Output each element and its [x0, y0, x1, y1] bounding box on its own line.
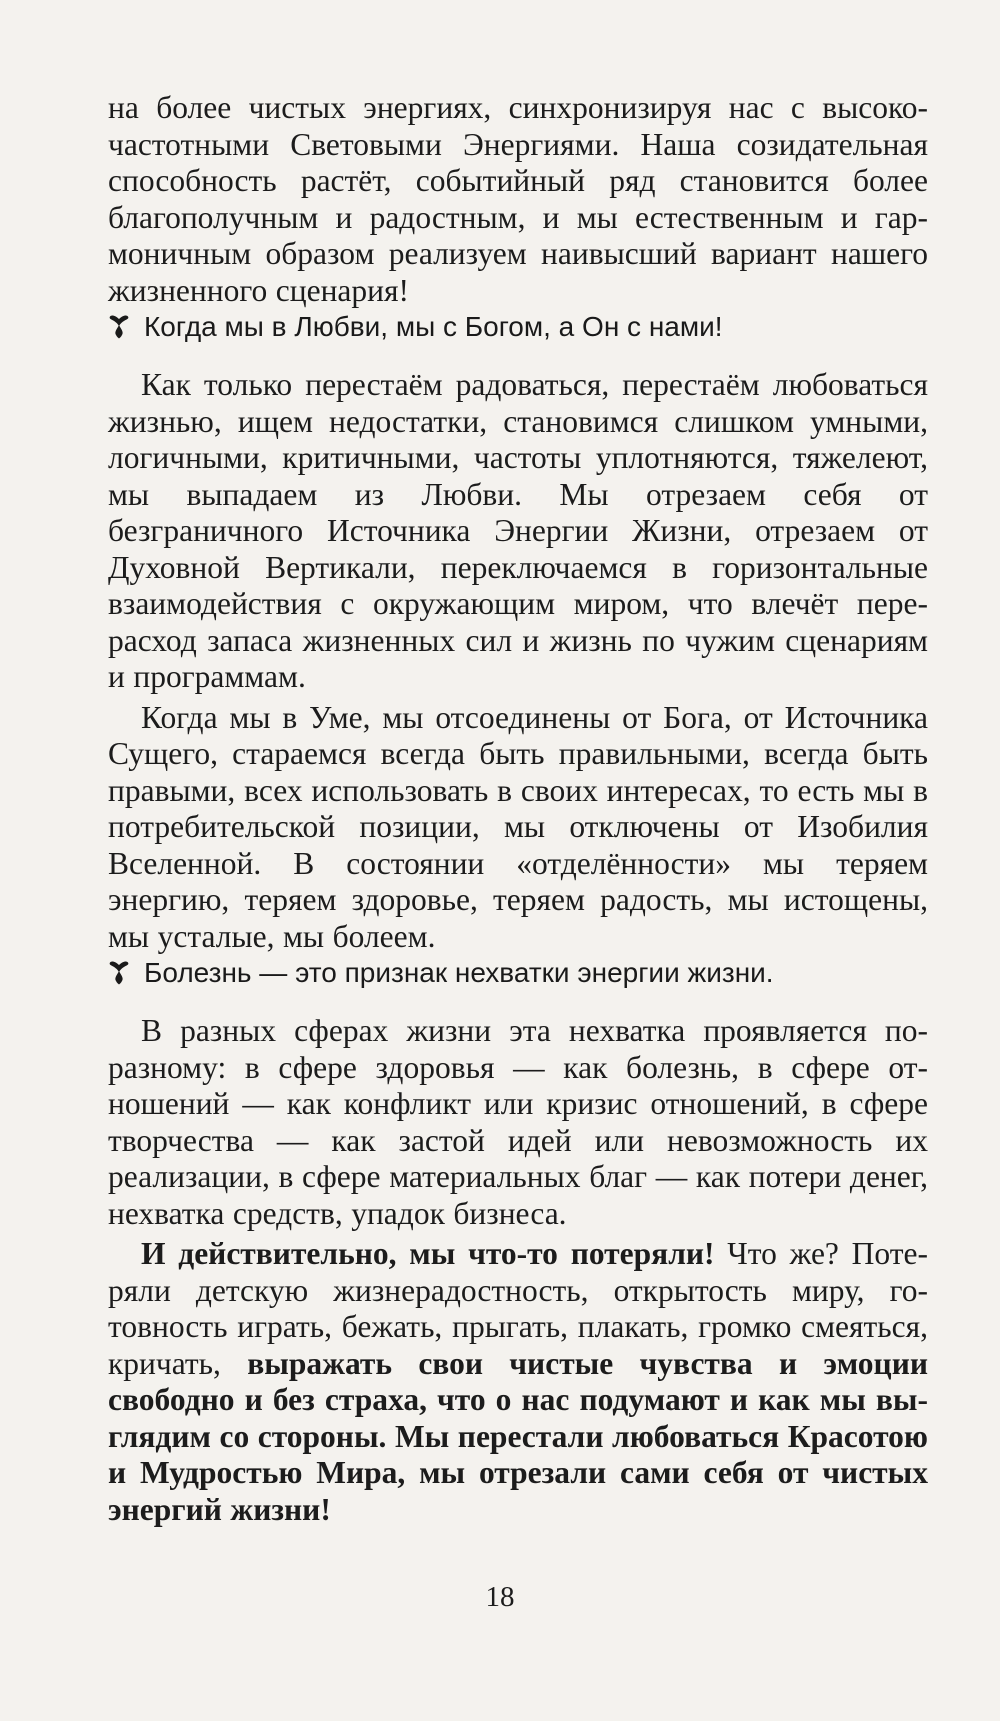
- paragraph-5: [108, 1236, 928, 1528]
- page-number: 18: [485, 1581, 515, 1613]
- section-heading-illness: [108, 955, 928, 991]
- paragraph-1: на более чистых энергиях, синхронизируя нас с высокочастотными Световыми Энергиями. Наша созидательная способность растёт, событийный ряд становится более благополучным и радостным, и мы естественным и гармоничным образом реализуем наивысший вариант нашего жизненного сценария!: [108, 90, 928, 308]
- heart-bullet-icon: [108, 315, 134, 339]
- paragraph-5-text: Что же? Потеряли детскую жизнерадостность, открытость миру, готовность играть, бежать, прыгать, плакать, громко смеяться, кричать,: [108, 1236, 929, 1381]
- emphasis-start: И действительно, мы что-то потеряли!: [141, 1236, 715, 1271]
- book-page: [108, 90, 928, 1630]
- heart-bullet-icon: [108, 961, 134, 985]
- paragraph-4: В разных сферах жизни эта нехватка проявляется поразному: в сфере здоровья — как болезнь, в сфере отношений — как конфликт или кризис отношений, в сфере творчества — как застой идей или невозможность их реализации, в сфере материальных благ — как потери денег, нехватка средств, упадок бизнеса.: [108, 1013, 928, 1231]
- section-heading-text: Болезнь — это признак нехватки энергии жизни.: [144, 957, 774, 988]
- emphasis-end: выражать свои чистые чувства и эмоции свободно и без страха, что о нас подумают и как мы выглядим со стороны. Мы перестали любоваться Красотою и Мудростью Мира, мы отрезали сами себя от чистых энергий жизни!: [108, 1345, 928, 1527]
- section-heading-text: Когда мы в Любви, мы с Богом, а Он с нами!: [144, 311, 723, 342]
- section-heading-love: [108, 309, 928, 345]
- paragraph-2: Как только перестаём радоваться, перестаём любоваться жизнью, ищем недостатки, становимся слишком умными, логичными, критичными, частоты уплотняются, тяжелеют, мы выпадаем из Любви. Мы отрезаем себя от безграничного Источника Энергии Жизни, отрезаем от Духовной Вертикали, переключаемся в горизонтальные взаимодействия с окружающим миром, что влечёт перерасход запаса жизненных сил и жизнь по чужим сценариям и программам.: [108, 367, 928, 694]
- paragraph-3: Когда мы в Уме, мы отсоединены от Бога, от Источника Сущего, стараемся всегда быть правильными, всегда быть правыми, всех использовать в своих интересах, то есть мы в потребительской позиции, мы отключены от Изобилия Вселенной. В состоянии «отделённости» мы теряем энергию, теряем здоровье, теряем радость, мы истощены, мы усталые, мы болеем.: [108, 699, 928, 954]
